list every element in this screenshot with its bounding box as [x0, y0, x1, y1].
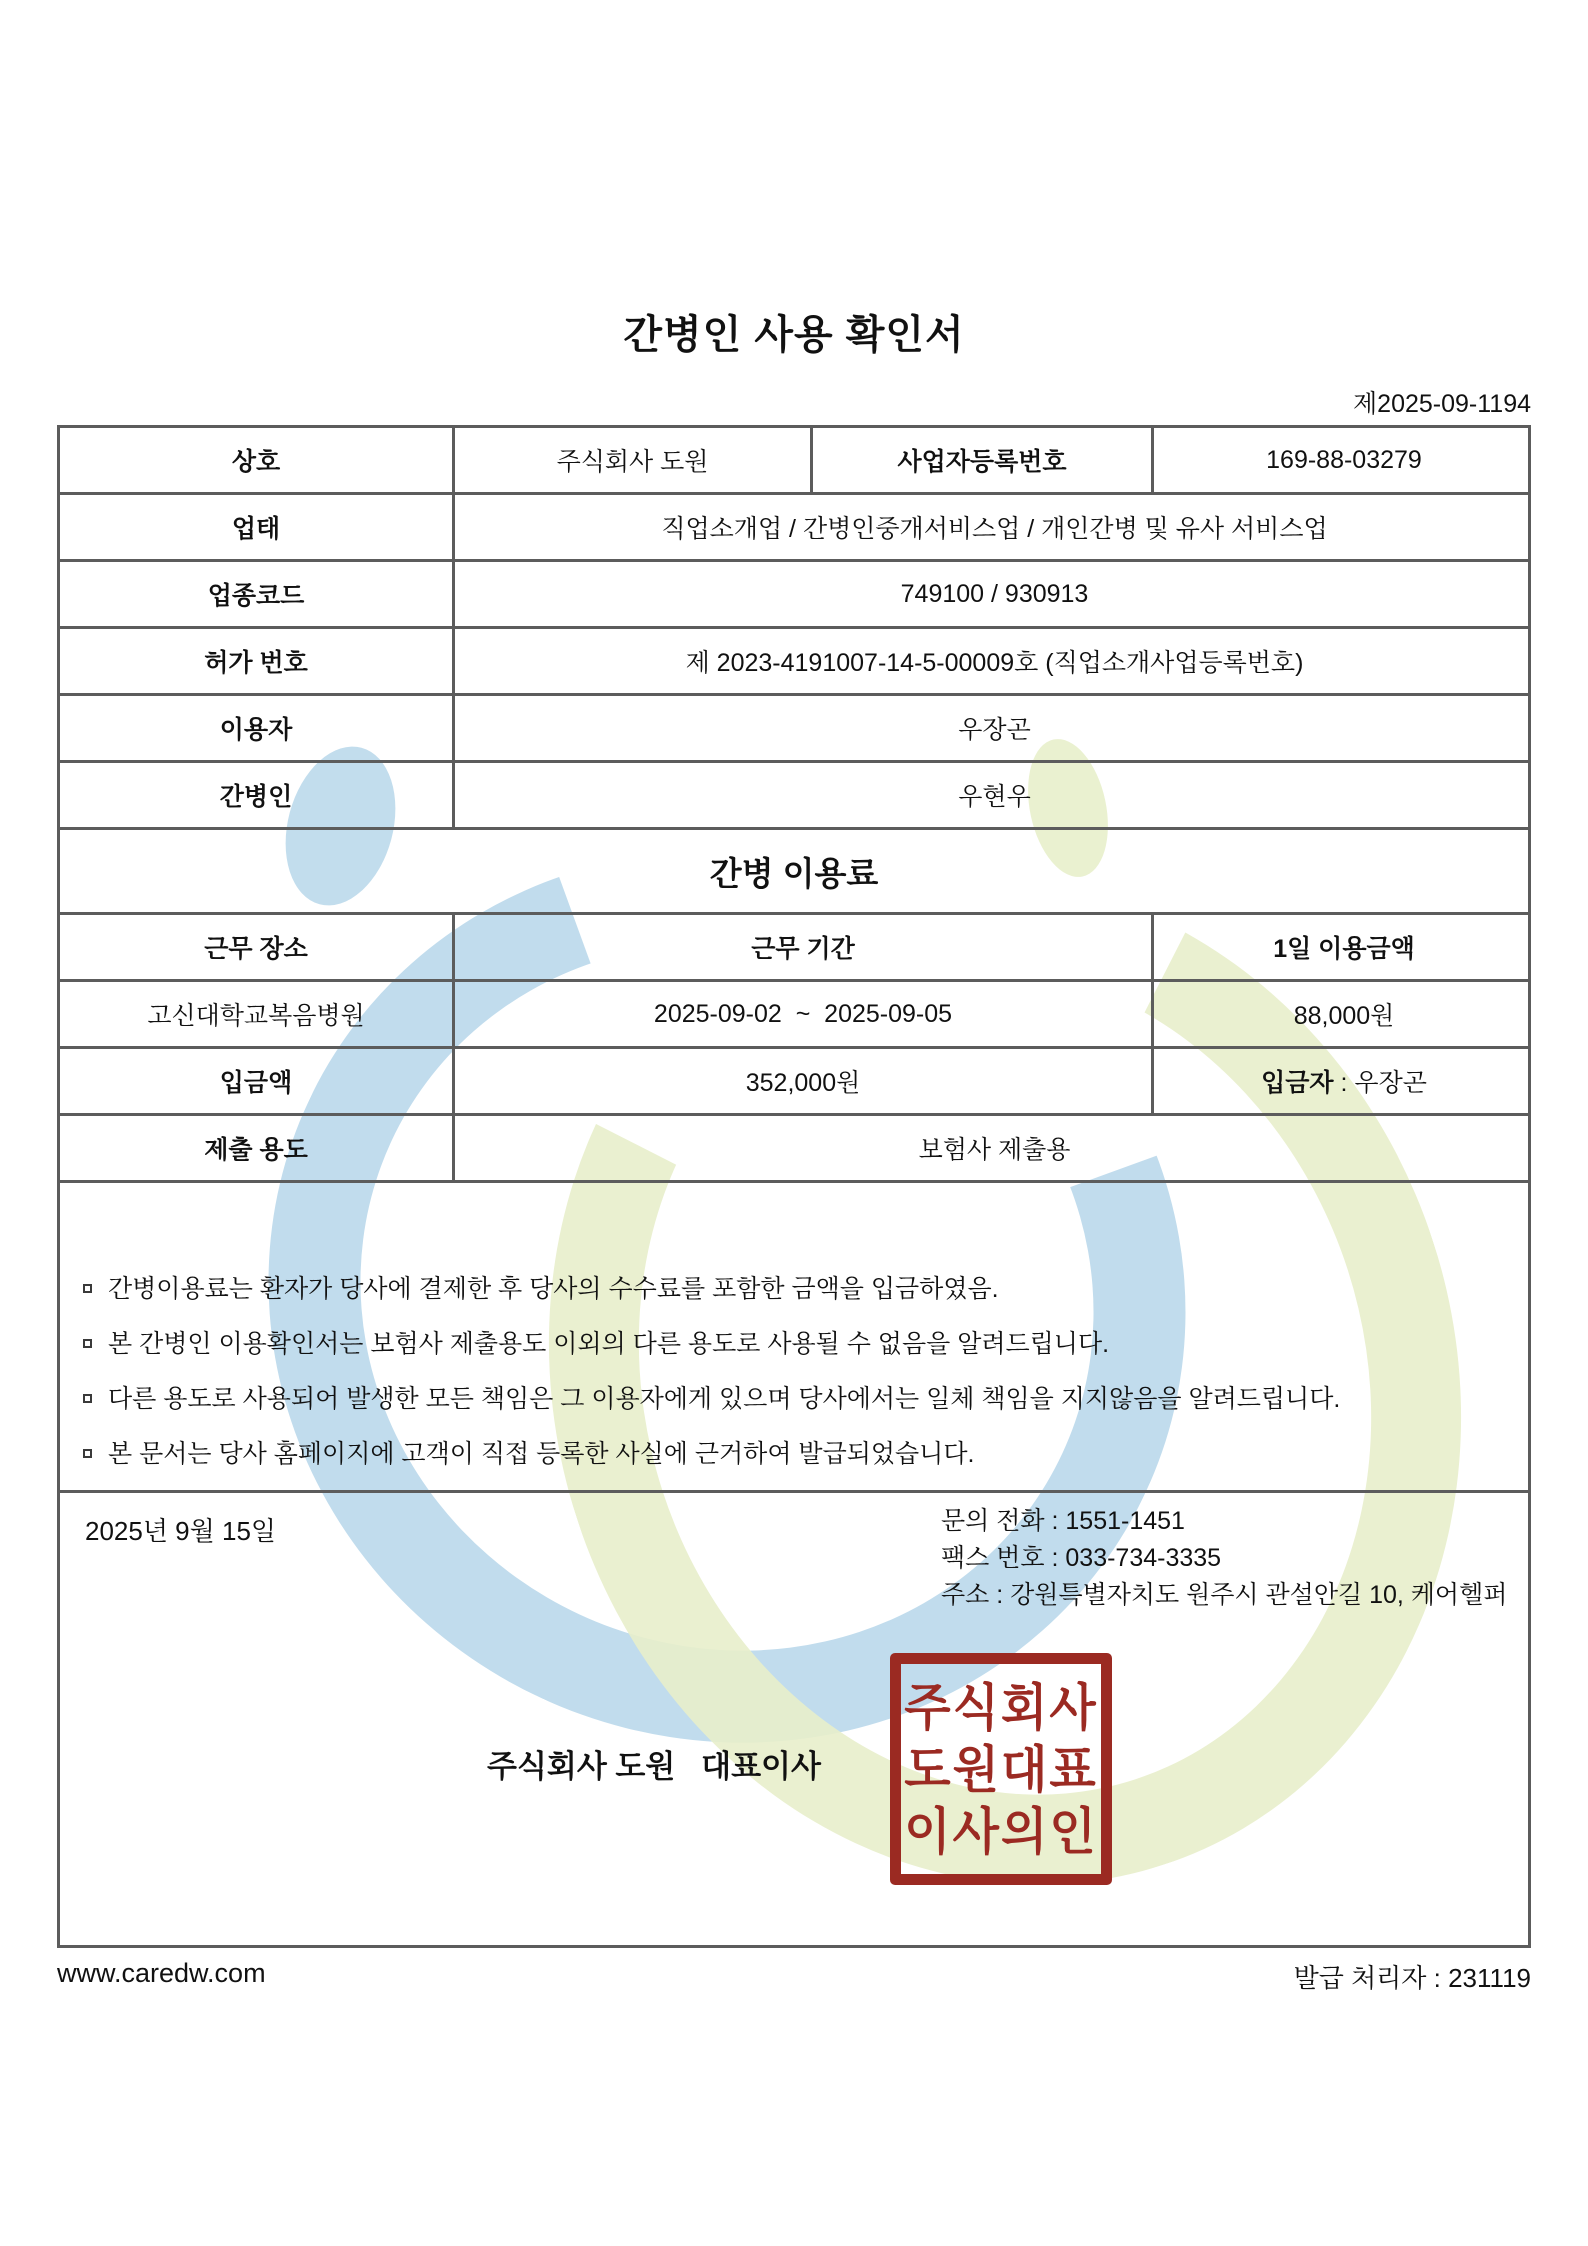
industry-code-value: 749100 / 930913: [900, 579, 1089, 608]
table-row-industry-code: [60, 562, 1528, 629]
depositor-cell: [1154, 1049, 1534, 1113]
table-row-business-type: [60, 495, 1528, 562]
contact-fax: 팩스 번호 : 033-734-3335: [941, 1544, 1222, 1572]
note-item: [83, 1269, 1508, 1305]
stamp-text-line: 주식회사: [904, 1678, 1098, 1738]
fee-section-title: 간병 이용료: [709, 854, 879, 892]
page-title: 간병인 사용 확인서: [623, 313, 965, 357]
document-number: 제2025-09-1194: [1353, 390, 1531, 418]
contact-phone: 문의 전화 : 1551-1451: [941, 1507, 1185, 1535]
note-item: [83, 1324, 1508, 1360]
company-name-value: 주식회사 도원: [455, 428, 813, 492]
industry-code-label: 업종코드: [60, 562, 455, 626]
note-item: [83, 1379, 1508, 1415]
daily-fee-value: 88,000원: [1293, 1002, 1395, 1030]
business-reg-no-label: 사업자등록번호: [813, 428, 1154, 492]
purpose-value: 보험사 제출용: [918, 1136, 1071, 1164]
table-row-user: [60, 696, 1528, 763]
square-bullet-icon: [83, 1339, 92, 1348]
corporate-seal-stamp: [890, 1653, 1112, 1885]
permit-number-value: 제 2023-4191007-14-5-00009호 (직업소개사업등록번호): [685, 649, 1304, 677]
work-place-value: 고신대학교복음병원: [60, 982, 455, 1046]
issuer-id: 발급 처리자 : 231119: [1293, 1963, 1531, 1993]
note-text: 간병이용료는 환자가 당사에 결제한 후 당사의 수수료를 포함한 금액을 입금하였음.: [108, 1275, 999, 1303]
contact-block: [941, 1503, 1507, 1614]
work-period-header: 근무 기간: [455, 915, 1154, 979]
business-type-label: 업태: [60, 495, 455, 559]
table-row-company: [60, 428, 1528, 495]
fee-section-row: [60, 830, 1528, 915]
user-label: 이용자: [60, 696, 455, 760]
business-reg-no-value: 169-88-03279: [1266, 445, 1422, 474]
square-bullet-icon: [83, 1394, 92, 1403]
caregiver-label: 간병인: [60, 763, 455, 827]
square-bullet-icon: [83, 1284, 92, 1293]
company-name-label: 상호: [60, 428, 455, 492]
square-bullet-icon: [83, 1449, 92, 1458]
note-text: 본 문서는 당사 홈페이지에 고객이 직접 등록한 사실에 근거하여 발급되었습니다.: [108, 1440, 975, 1468]
issue-section: [60, 1493, 1528, 1945]
contact-address: 주소 : 강원특별자치도 원주시 관설안길 10, 케어헬퍼: [941, 1581, 1508, 1609]
company-signature: 주식회사 도원 대표이사: [487, 1749, 821, 1784]
note-text: 본 간병인 이용확인서는 보험사 제출용도 이외의 다른 용도로 사용될 수 없음을 알려드립니다.: [108, 1330, 1110, 1358]
notes-section: [60, 1183, 1528, 1493]
permit-number-label: 허가 번호: [60, 629, 455, 693]
user-value: 우장곤: [958, 716, 1031, 744]
deposit-row: [60, 1049, 1528, 1116]
fee-values-row: [60, 982, 1528, 1049]
fee-header-row: [60, 915, 1528, 982]
confirmation-table: [57, 425, 1531, 1948]
website-url: www.caredw.com: [57, 1958, 266, 1988]
depositor-label: 입금자: [1261, 1069, 1334, 1097]
deposit-amount-value: 352,000원: [455, 1049, 1154, 1113]
business-type-value: 직업소개업 / 간병인중개서비스업 / 개인간병 및 유사 서비스업: [661, 515, 1328, 543]
caregiver-value: 우현우: [958, 783, 1031, 811]
work-place-header: 근무 장소: [60, 915, 455, 979]
work-period-value: 2025-09-02 ~ 2025-09-05: [455, 982, 1154, 1046]
daily-fee-header: 1일 이용금액: [1273, 935, 1415, 963]
note-item: [83, 1434, 1508, 1470]
deposit-amount-label: 입금액: [60, 1049, 455, 1113]
stamp-text-line: 이사의인: [904, 1802, 1098, 1862]
depositor-value: : 우장곤: [1333, 1069, 1427, 1097]
table-row-permit-number: [60, 629, 1528, 696]
note-text: 다른 용도로 사용되어 발생한 모든 책임은 그 이용자에게 있으며 당사에서는 일체 책임을 지지않음을 알려드립니다.: [108, 1385, 1341, 1413]
stamp-text-line: 도원대표: [904, 1740, 1098, 1800]
purpose-row: [60, 1116, 1528, 1183]
table-row-caregiver: [60, 763, 1528, 830]
purpose-label: 제출 용도: [60, 1116, 455, 1180]
issue-date: 2025년 9월 15일: [85, 1516, 277, 1546]
